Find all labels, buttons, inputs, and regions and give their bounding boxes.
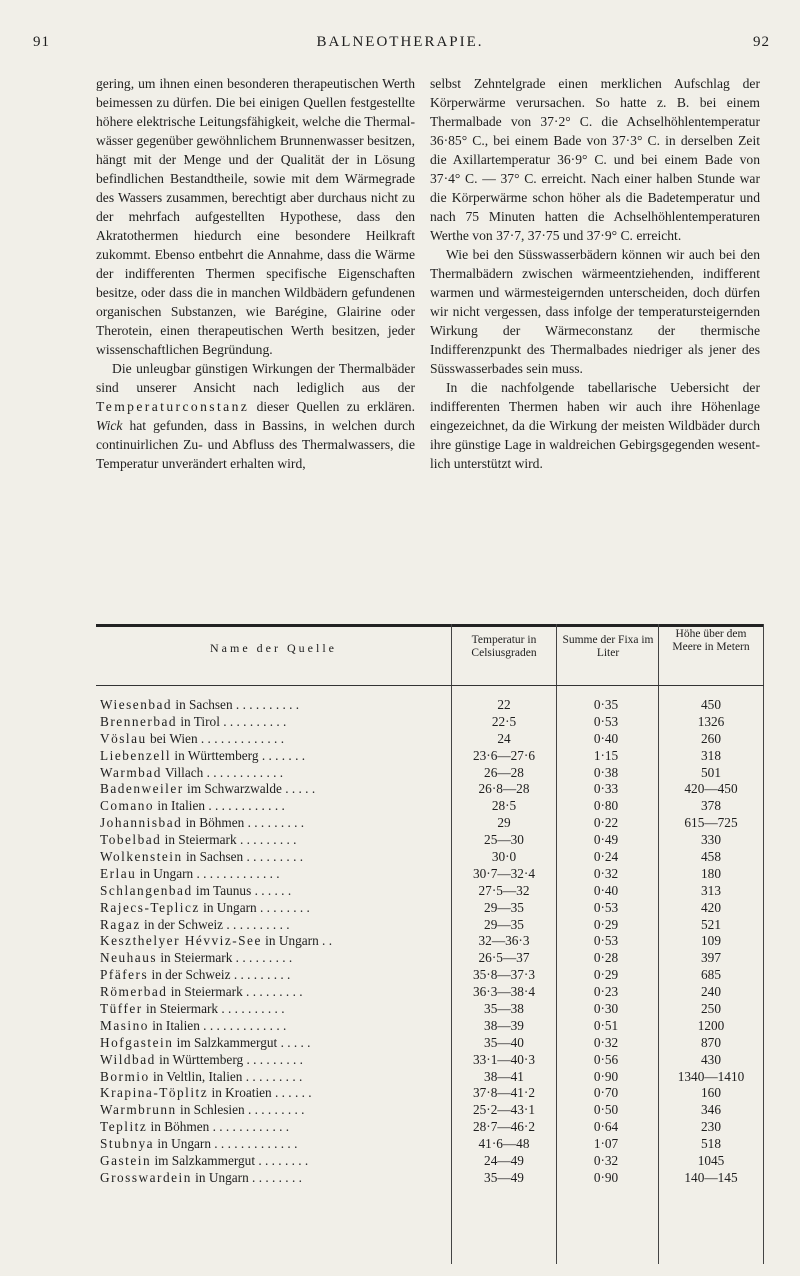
fixa-cell: 0·28 xyxy=(593,950,619,966)
temperature-cell: 41·6—48 xyxy=(478,1136,530,1152)
temperature-cell: 33·1—40·3 xyxy=(472,1051,536,1067)
spring-place: Tobelbad xyxy=(100,832,162,848)
spring-place: Masino xyxy=(100,1017,149,1033)
altitude-cell: 420 xyxy=(701,899,721,915)
spring-place: Johannisbad xyxy=(100,815,183,831)
spring-name xyxy=(100,748,440,765)
spring-location: im Salzkammergut . . . . . . . . xyxy=(151,1153,309,1169)
temperature-cell: 22 xyxy=(497,697,511,712)
spring-place: Liebenzell xyxy=(100,747,172,763)
spring-location: in Steiermark . . . . . . . . . xyxy=(161,832,297,848)
altitude-cell: 615—725 xyxy=(684,815,738,831)
table-header-rule xyxy=(96,685,764,686)
fixa-cell: 0·40 xyxy=(593,730,619,746)
spring-name xyxy=(100,1018,440,1035)
fixa-cell: 0·29 xyxy=(593,967,619,983)
temperature-cell: 35—38 xyxy=(484,1001,524,1017)
spring-location: in Ungarn . . . . . . . . xyxy=(191,1169,302,1185)
altitude-cell: 1045 xyxy=(697,1153,725,1169)
spring-place: Teplitz xyxy=(100,1119,148,1135)
fixa-cell: 0·53 xyxy=(593,899,619,915)
spring-place: Badenweiler xyxy=(100,781,184,797)
spring-name xyxy=(100,1001,440,1018)
spring-name xyxy=(100,1170,440,1187)
altitude-cell: 518 xyxy=(701,1136,721,1152)
altitude-cell: 685 xyxy=(701,967,721,983)
fixa-cell: 0·30 xyxy=(593,1001,619,1017)
altitude-cell: 140—145 xyxy=(684,1169,738,1185)
temperature-cell: 26—28 xyxy=(484,764,524,780)
running-title: BALNEOTHERAPIE. xyxy=(316,34,484,50)
paragraph xyxy=(96,359,415,473)
spring-place: Bormio xyxy=(100,1068,150,1084)
table-row xyxy=(96,1136,764,1153)
spring-location: in Veltlin, Italien . . . . . . . . . xyxy=(149,1068,303,1084)
table-row xyxy=(96,1069,764,1086)
temperature-cell: 30·7—32·4 xyxy=(472,865,536,881)
table-row xyxy=(96,1085,764,1102)
temperature-cell: 23·6—27·6 xyxy=(472,747,536,763)
spring-name xyxy=(100,815,440,832)
fixa-cell: 0·56 xyxy=(593,1051,619,1067)
page-number-right: 92 xyxy=(753,34,770,50)
table-row xyxy=(96,1052,764,1069)
spring-name xyxy=(100,1069,440,1086)
spring-name xyxy=(100,849,440,866)
spring-name xyxy=(100,917,440,934)
altitude-cell: 1326 xyxy=(697,713,725,729)
header-temperature: Temperatur in Celsiusgraden xyxy=(471,634,537,659)
spring-location: in der Schweiz . . . . . . . . . . xyxy=(140,916,290,932)
spring-location: in Sachsen . . . . . . . . . xyxy=(182,849,304,865)
spring-place: Grosswardein xyxy=(100,1169,192,1185)
altitude-cell: 870 xyxy=(701,1034,721,1050)
spring-location: in Ungarn . . . . . . . . . . . . . xyxy=(136,865,280,881)
altitude-cell: 450 xyxy=(701,697,721,712)
temperature-cell: 29—35 xyxy=(484,916,524,932)
spring-location: in Württemberg . . . . . . . xyxy=(171,747,306,763)
paragraph: In die nachfolgende tabellarische Uebersicht der indifferenten Thermen haben wir auch ihre Höhenlage eingezeichnet, da die Wirkung der meisten Wildbäder durch ihre günstige Lage in waldreichen Gebirgsgegenden wesentlich unterstützt wird. xyxy=(430,380,760,471)
spring-location: in Tirol . . . . . . . . . . xyxy=(177,713,287,729)
fixa-cell: 0·49 xyxy=(593,832,619,848)
text-span: Die unleugbar günstigen Wirkungen der Thermalbäder sind unserer Ansicht nach lediglich aus der xyxy=(96,361,415,395)
spring-place: Rajecs-Teplicz xyxy=(100,899,200,915)
table-row xyxy=(96,917,764,934)
spring-name xyxy=(100,798,440,815)
temperature-cell: 32—36·3 xyxy=(478,933,530,949)
spring-location: in Italien . . . . . . . . . . . . . xyxy=(148,1017,287,1033)
altitude-cell: 109 xyxy=(701,933,721,949)
paragraph: Wie bei den Süsswasserbädern können wir auch bei den Thermalbädern zwischen wärmeentziehenden, indifferent warmen und wärmesteigernden unterscheiden, doch dürfen wir nicht vergessen, dass infolge der temperatursteigernden Wirkung der Wärmeconstanz der thermische Indifferenzpunkt des Thermalbades niedriger als jener des Süsswasserbades sein muss. xyxy=(430,247,760,376)
altitude-cell: 1340—1410 xyxy=(677,1068,745,1084)
spring-name xyxy=(100,1052,440,1069)
spring-name xyxy=(100,1102,440,1119)
temperature-cell: 38—39 xyxy=(484,1017,524,1033)
spring-name xyxy=(100,900,440,917)
spring-place: Gastein xyxy=(100,1153,152,1169)
table-row xyxy=(96,731,764,748)
spring-location: bei Wien . . . . . . . . . . . . . xyxy=(146,730,285,746)
table-row xyxy=(96,765,764,782)
page-number-left: 91 xyxy=(33,34,50,50)
fixa-cell: 0·29 xyxy=(593,916,619,932)
spring-location: in Böhmen . . . . . . . . . . . . xyxy=(147,1119,290,1135)
temperature-cell: 35·8—37·3 xyxy=(472,967,536,983)
spring-location: in Schlesien . . . . . . . . . xyxy=(176,1102,305,1118)
altitude-cell: 1200 xyxy=(697,1017,725,1033)
spring-name xyxy=(100,781,440,798)
temperature-cell: 37·8—41·2 xyxy=(472,1085,536,1101)
table-row xyxy=(96,1001,764,1018)
author-name: Wick xyxy=(96,418,123,433)
spring-name xyxy=(100,866,440,883)
spring-name xyxy=(100,1153,440,1170)
spring-location: in Württemberg . . . . . . . . . xyxy=(155,1051,303,1067)
paragraph: gering, um ihnen einen besonderen therapeutischen Werth beimessen zu dürfen. Die bei einigen Quellen festgestellte höhere elektrische Leitungsfähigkeit, welche die Thermalwässer gegenüber gewöhnlichem Brunnenwasser besitzen, hängt mit der Menge und der Qualität der in Lösung befindlichen Bestandtheile, sowie mit dem Wärmegrade des Wassers zusammen, berechtigt aber durchaus nicht zu der mehrfach aufgestellten Hypothese, dass den Akratothermen hiedurch eine besondere Heilkraft zukommt. Ebenso entbehrt die Annahme, dass die Wärme der indifferenten Thermen specifische Eigenschaften besitze, oder dass die in manchen Wildbädern gefundenen organischen Substanzen, wie Barégine, Glairine oder Therotein, einen therapeutischen Werth besitzen, jeder wissenschaftlichen Begründung. xyxy=(96,76,415,357)
table-row xyxy=(96,967,764,984)
spring-place: Krapina-Töplitz xyxy=(100,1085,209,1101)
spring-name xyxy=(100,1085,440,1102)
table-row xyxy=(96,933,764,950)
paragraph: selbst Zehntelgrade einen merklichen Aufschlag der Körperwärme verursachen. So hatte z. B. bei einem Thermalbade von 37·2° C. die Achselhöhlentemperatur 36·85° C., bei einem Bade von 37·3° C. in derselben Zeit die Axillartemperatur 36·9° C. und bei einem Bade von 37·4° C. — 37° C. erreicht. Nach einer halben Stunde war die Körperwärme schon höher als die Badetemperatur und nach 75 Minuten hatten die Achselhöhlentemperaturen Werthe von 37·7, 37·75 und 37·9° C. erreicht. xyxy=(430,76,760,243)
spring-place: Wiesenbad xyxy=(100,697,173,712)
spring-name xyxy=(100,832,440,849)
fixa-cell: 0·90 xyxy=(593,1068,619,1084)
spring-location: in Böhmen . . . . . . . . . xyxy=(182,815,305,831)
altitude-cell: 430 xyxy=(701,1051,721,1067)
fixa-cell: 0·35 xyxy=(593,697,619,712)
spring-location: in Italien . . . . . . . . . . . . xyxy=(154,798,285,814)
altitude-cell: 346 xyxy=(701,1102,721,1118)
fixa-cell: 0·80 xyxy=(593,798,619,814)
spring-location: in Steiermark . . . . . . . . . xyxy=(157,950,293,966)
spring-name xyxy=(100,1136,440,1153)
spring-name xyxy=(100,967,440,984)
fixa-cell: 1·15 xyxy=(593,747,619,763)
altitude-cell: 501 xyxy=(701,764,721,780)
altitude-cell: 180 xyxy=(701,865,721,881)
spring-name xyxy=(100,1035,440,1052)
fixa-cell: 0·38 xyxy=(593,764,619,780)
spring-place: Schlangenbad xyxy=(100,882,193,898)
altitude-cell: 378 xyxy=(701,798,721,814)
fixa-cell: 0·32 xyxy=(593,865,619,881)
table-row xyxy=(96,798,764,815)
header-fixa: Summe der Fixa im Liter xyxy=(562,634,654,659)
temperature-cell: 22·5 xyxy=(491,713,517,729)
temperature-cell: 35—49 xyxy=(484,1169,524,1185)
spring-name xyxy=(100,933,440,950)
temperature-cell: 29—35 xyxy=(484,899,524,915)
header-name: Name der Quelle xyxy=(210,641,337,655)
temperature-cell: 30·0 xyxy=(491,849,517,865)
spring-location: im Salzkammergut . . . . . xyxy=(173,1034,311,1050)
table-row xyxy=(96,950,764,967)
spring-place: Römerbad xyxy=(100,984,168,1000)
spring-name xyxy=(100,714,440,731)
spring-place: Erlau xyxy=(100,865,137,881)
altitude-cell: 230 xyxy=(701,1119,721,1135)
spring-place: Warmbad xyxy=(100,764,162,780)
spring-place: Wildbad xyxy=(100,1051,156,1067)
temperature-cell: 26·8—28 xyxy=(478,781,530,797)
thermal-springs-table xyxy=(96,624,764,1276)
temperature-cell: 24—49 xyxy=(484,1153,524,1169)
spring-location: in Ungarn . . . . . . . . xyxy=(199,899,310,915)
text-span: hat gefunden, dass in Bassins, in welchen durch continuirlichen Zu- und Abfluss des Thermalwassers, die Temperatur unverändert erhalten wird, xyxy=(96,418,415,471)
spring-location: in der Schweiz . . . . . . . . . xyxy=(148,967,291,983)
fixa-cell: 0·22 xyxy=(593,815,619,831)
spring-location: in Ungarn . . . . . . . . . . . . . xyxy=(154,1136,298,1152)
fixa-cell: 0·53 xyxy=(593,933,619,949)
altitude-cell: 318 xyxy=(701,747,721,763)
spring-name xyxy=(100,984,440,1001)
altitude-cell: 330 xyxy=(701,832,721,848)
temperature-cell: 35—40 xyxy=(484,1034,524,1050)
fixa-cell: 0·51 xyxy=(593,1017,619,1033)
table-body xyxy=(96,697,764,1187)
spring-place: Warmbrunn xyxy=(100,1102,177,1118)
spring-place: Keszthelyer Hévviz-See xyxy=(100,933,262,949)
spring-place: Ragaz xyxy=(100,916,141,932)
spring-location: im Taunus . . . . . . xyxy=(192,882,292,898)
spring-location: in Steiermark . . . . . . . . . xyxy=(167,984,303,1000)
fixa-cell: 0·32 xyxy=(593,1034,619,1050)
table-row xyxy=(96,849,764,866)
spring-location: Villach . . . . . . . . . . . . xyxy=(161,764,284,780)
fixa-cell: 0·24 xyxy=(593,849,619,865)
temperature-cell: 36·3—38·4 xyxy=(472,984,536,1000)
table-row xyxy=(96,883,764,900)
altitude-cell: 521 xyxy=(701,916,721,932)
fixa-cell: 0·23 xyxy=(593,984,619,1000)
altitude-cell: 458 xyxy=(701,849,721,865)
spring-name xyxy=(100,765,440,782)
spring-place: Pfäfers xyxy=(100,967,149,983)
spring-place: Vöslau xyxy=(100,730,147,746)
spring-name xyxy=(100,697,440,714)
text-column-right xyxy=(430,74,760,473)
spring-place: Tüffer xyxy=(100,1001,143,1017)
temperature-cell: 26·5—37 xyxy=(478,950,530,966)
table-row xyxy=(96,714,764,731)
spring-location: im Schwarzwalde . . . . . xyxy=(183,781,316,797)
spring-name xyxy=(100,731,440,748)
table-row xyxy=(96,815,764,832)
spring-location: in Sachsen . . . . . . . . . . xyxy=(172,697,300,712)
spring-location: in Ungarn . . xyxy=(261,933,333,949)
spring-location: in Steiermark . . . . . . . . . . xyxy=(142,1001,285,1017)
fixa-cell: 0·64 xyxy=(593,1119,619,1135)
altitude-cell: 260 xyxy=(701,730,721,746)
altitude-cell: 250 xyxy=(701,1001,721,1017)
table-top-rule xyxy=(96,624,764,627)
spring-place: Comano xyxy=(100,798,155,814)
fixa-cell: 0·32 xyxy=(593,1153,619,1169)
emphasis-spaced: Temperaturconstanz xyxy=(96,399,250,414)
temperature-cell: 25—30 xyxy=(484,832,524,848)
table-row xyxy=(96,1035,764,1052)
fixa-cell: 0·53 xyxy=(593,713,619,729)
table-row xyxy=(96,1153,764,1170)
spring-place: Hofgastein xyxy=(100,1034,174,1050)
spring-place: Neuhaus xyxy=(100,950,158,966)
table-row xyxy=(96,748,764,765)
table-row xyxy=(96,781,764,798)
table-row xyxy=(96,1119,764,1136)
table-row xyxy=(96,697,764,714)
page-header xyxy=(0,34,800,56)
fixa-cell: 1·07 xyxy=(593,1136,619,1152)
text-span: dieser Quellen zu erklären. xyxy=(256,399,415,414)
fixa-cell: 0·50 xyxy=(593,1102,619,1118)
temperature-cell: 28·5 xyxy=(491,798,517,814)
altitude-cell: 160 xyxy=(701,1085,721,1101)
temperature-cell: 29 xyxy=(497,815,511,831)
spring-location: in Kroatien . . . . . . xyxy=(208,1085,312,1101)
temperature-cell: 24 xyxy=(497,730,511,746)
altitude-cell: 313 xyxy=(701,882,721,898)
fixa-cell: 0·90 xyxy=(593,1169,619,1185)
table-row xyxy=(96,984,764,1001)
temperature-cell: 38—41 xyxy=(484,1068,524,1084)
table-row xyxy=(96,866,764,883)
table-row xyxy=(96,832,764,849)
altitude-cell: 240 xyxy=(701,984,721,1000)
header-altitude: Höhe über dem Meere in Metern xyxy=(672,628,750,653)
spring-place: Brennerbad xyxy=(100,713,178,729)
table-row xyxy=(96,1170,764,1187)
spring-name xyxy=(100,883,440,900)
temperature-cell: 28·7—46·2 xyxy=(472,1119,536,1135)
spring-place: Stubnya xyxy=(100,1136,155,1152)
table-row xyxy=(96,1102,764,1119)
spring-name xyxy=(100,1119,440,1136)
table-row xyxy=(96,900,764,917)
spring-name xyxy=(100,950,440,967)
altitude-cell: 397 xyxy=(701,950,721,966)
fixa-cell: 0·70 xyxy=(593,1085,619,1101)
altitude-cell: 420—450 xyxy=(684,781,738,797)
fixa-cell: 0·40 xyxy=(593,882,619,898)
temperature-cell: 25·2—43·1 xyxy=(472,1102,536,1118)
table-row xyxy=(96,1018,764,1035)
temperature-cell: 27·5—32 xyxy=(478,882,530,898)
fixa-cell: 0·33 xyxy=(593,781,619,797)
spring-place: Wolkenstein xyxy=(100,849,183,865)
text-column-left xyxy=(96,74,415,473)
